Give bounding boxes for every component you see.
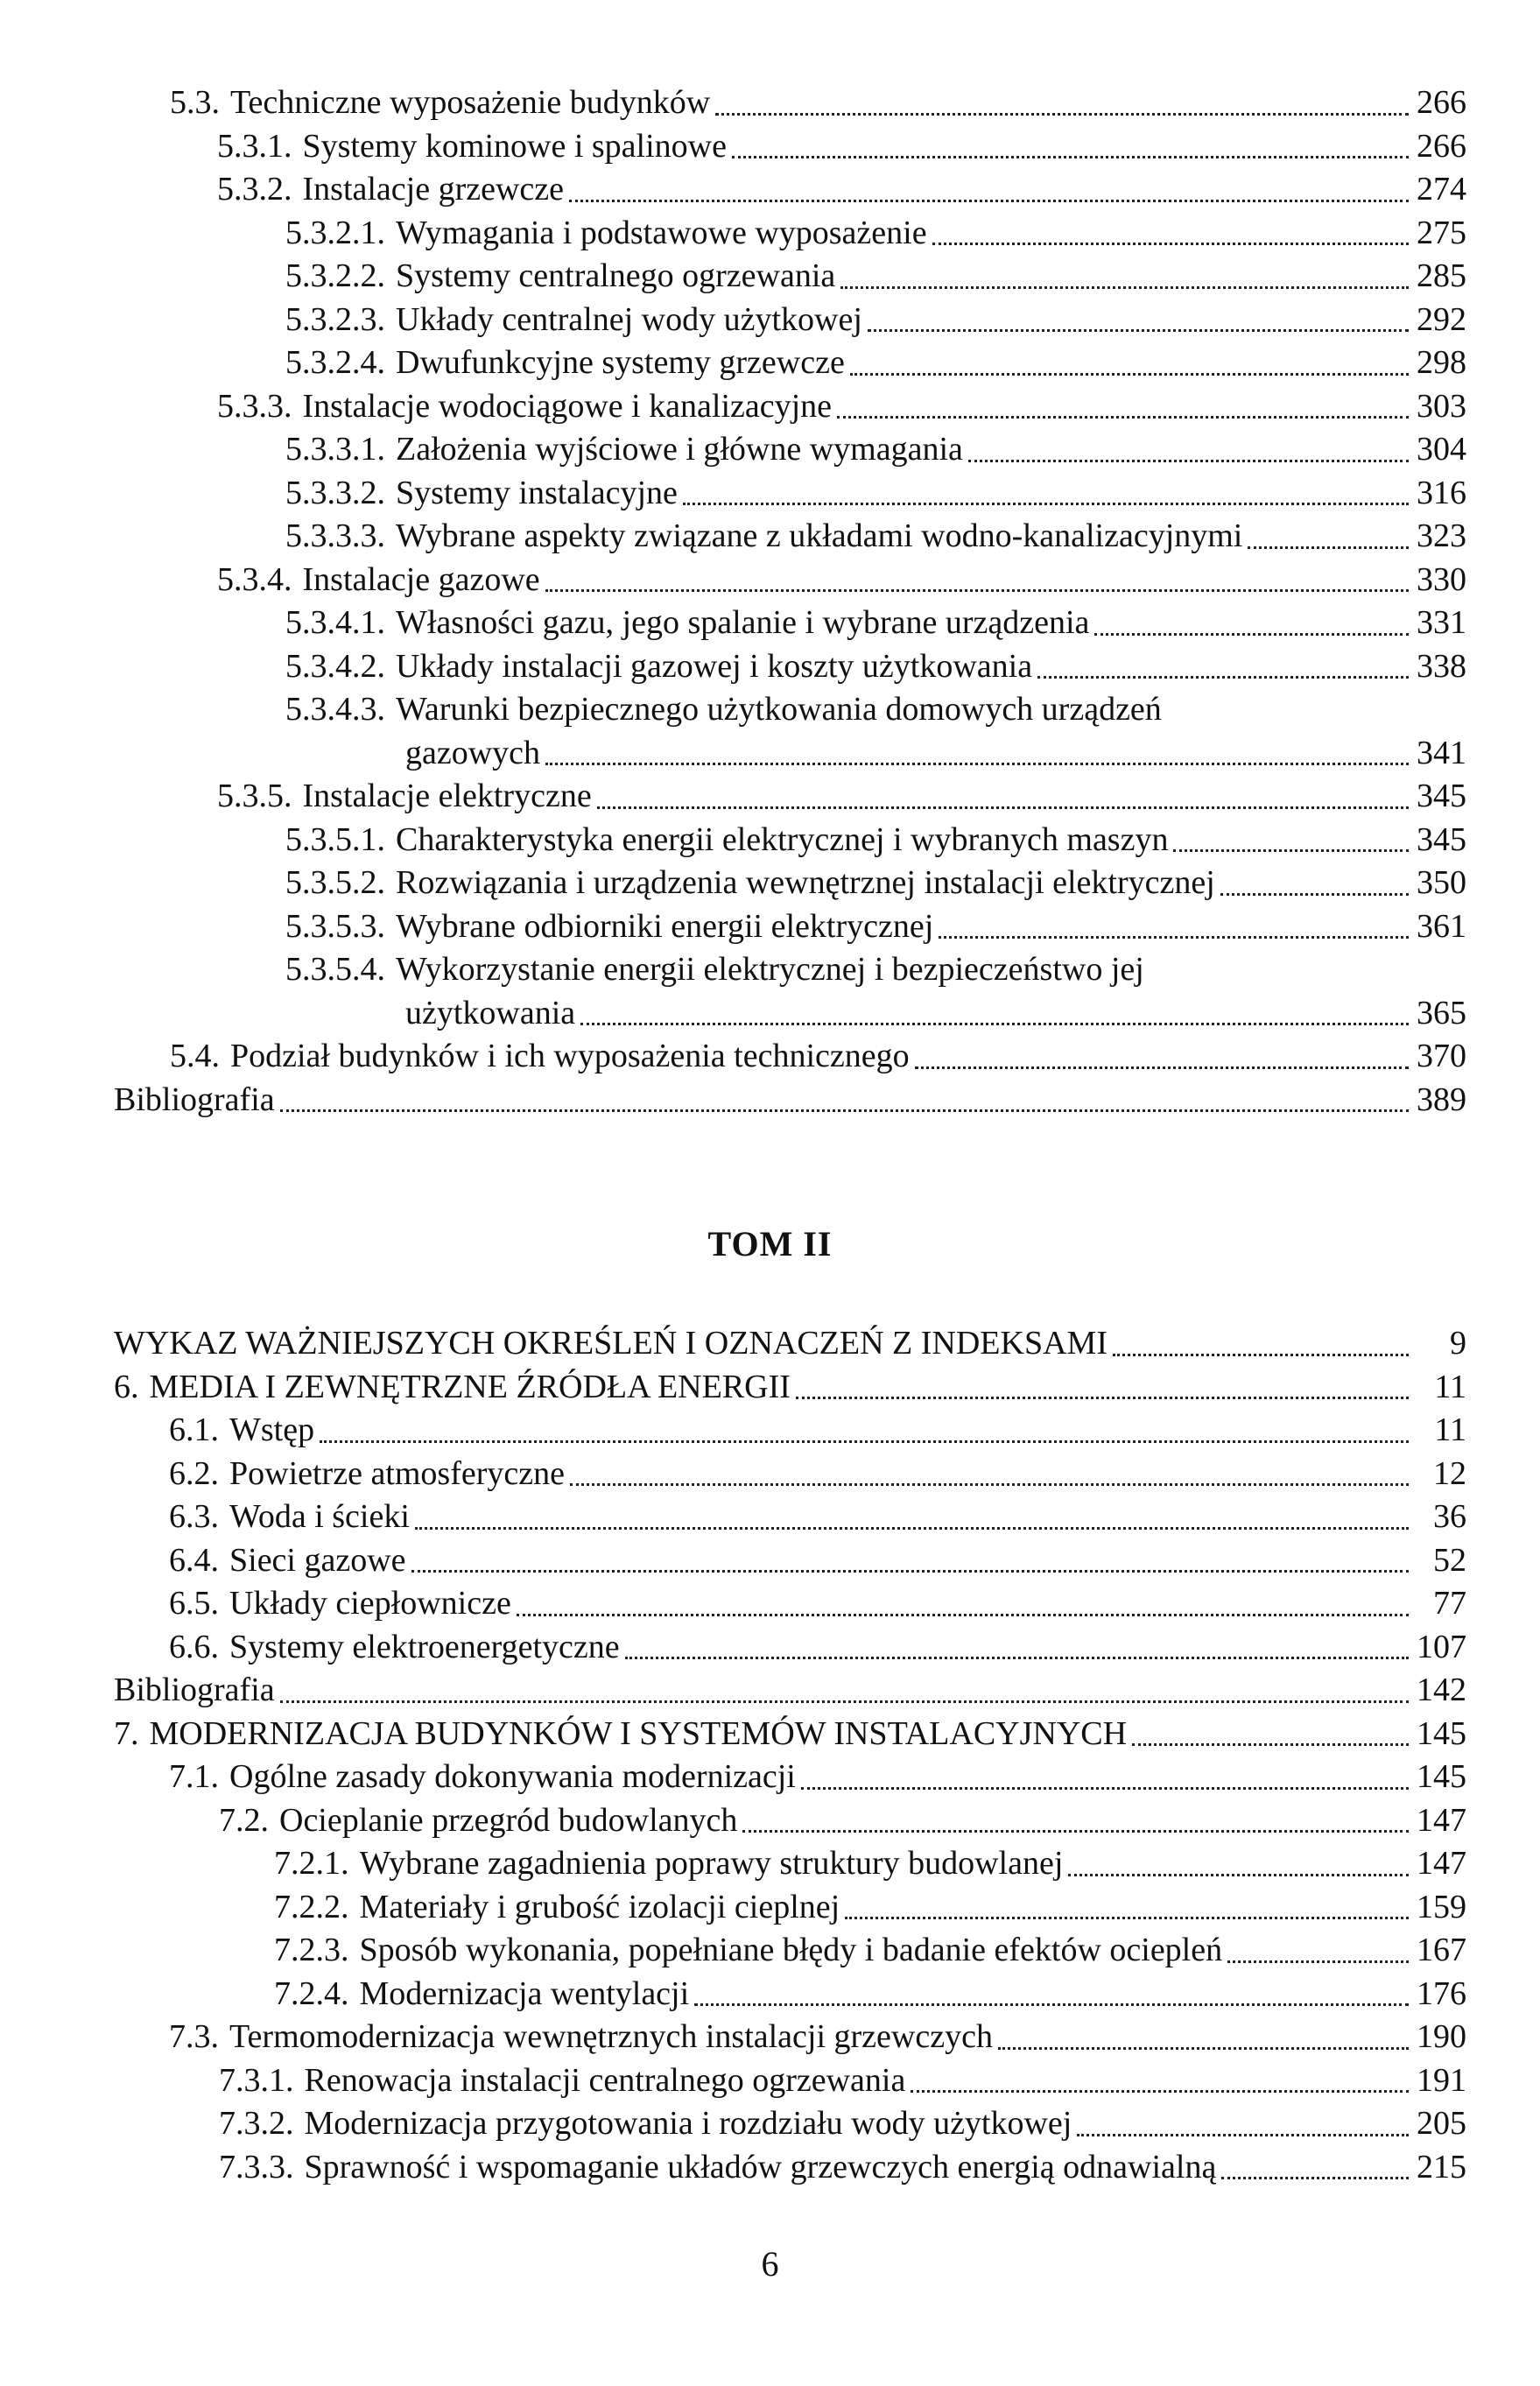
toc-entry-number: 6.3.: [169, 1498, 219, 1535]
toc-entry: [114, 1079, 1466, 1123]
toc-entry-page: 190: [1417, 2018, 1466, 2055]
toc-entry-page: 77: [1433, 1585, 1466, 1622]
dot-leader: [597, 806, 1409, 809]
toc-entry-title: Ocieplanie przegród budowlanych: [279, 1801, 738, 1839]
toc-entry: [114, 212, 1466, 256]
toc-entry-page: 11: [1434, 1368, 1466, 1405]
toc-entry-number: 7.3.2.: [219, 2105, 294, 2142]
toc-entry-title: Renowacja instalacji centralnego ogrzewania: [304, 2061, 906, 2099]
dot-leader: [280, 1700, 1409, 1703]
toc-entry-number: 7.2.1.: [274, 1845, 349, 1882]
toc-entry-title: Układy centralnej wody użytkowej: [396, 300, 862, 338]
toc-entry: [114, 1886, 1466, 1930]
toc-entry-title: Instalacje grzewcze: [302, 171, 565, 208]
toc-entry-title: Sposób wykonania, popełniane błędy i badanie efektów ociepleń: [359, 1932, 1223, 1968]
dot-leader: [911, 2090, 1409, 2093]
toc-entry-page: 275: [1417, 214, 1466, 251]
toc-entry: [114, 1322, 1466, 1366]
toc-volume-1-continued: [114, 81, 1466, 1122]
toc-entry-title: Bibliografia: [114, 1080, 275, 1118]
toc-entry-page: 274: [1417, 171, 1466, 208]
toc-entry-page: 142: [1417, 1672, 1466, 1708]
toc-entry-number: 5.3.2.: [217, 171, 292, 208]
toc-entry: [114, 2016, 1466, 2059]
toc-entry-title: Modernizacja wentylacji: [359, 1974, 690, 2012]
toc-entry-number: 5.3.5.3.: [285, 907, 385, 945]
toc-entry-page: 215: [1417, 2148, 1466, 2185]
dot-leader: [570, 1483, 1409, 1486]
toc-entry-title: Instalacje wodociągowe i kanalizacyjne: [302, 387, 833, 425]
toc-entry: [114, 2059, 1466, 2103]
toc-entry-page: 12: [1433, 1454, 1466, 1492]
dot-leader: [840, 286, 1409, 289]
dot-leader: [1113, 1354, 1409, 1356]
toc-entry-page: 167: [1417, 1932, 1466, 1968]
toc-entry-number: 5.3.2.2.: [285, 257, 385, 294]
page-number: 6: [761, 2244, 779, 2284]
toc-entry-page: 145: [1417, 1758, 1466, 1795]
toc-entry-page: 205: [1417, 2105, 1466, 2142]
toc-entry-title: Ogólne zasady dokonywania modernizacji: [229, 1758, 796, 1795]
toc-entry-number: 6.1.: [169, 1411, 219, 1448]
toc-entry-number: 5.3.5.4.: [285, 951, 385, 988]
toc-entry: [114, 2102, 1466, 2146]
toc-entry-number: 6.5.: [169, 1585, 219, 1622]
toc-entry: [114, 645, 1466, 689]
dot-leader: [1077, 2134, 1409, 2136]
dot-leader: [1227, 1960, 1409, 1963]
toc-entry-title: Charakterystyka energii elektrycznej i wybranych maszyn: [396, 820, 1169, 858]
toc-entry-page: 159: [1417, 1888, 1466, 1925]
toc-entry-page: 323: [1417, 517, 1466, 554]
toc-entry-title: Podział budynków i ich wyposażenia technicznego: [230, 1038, 910, 1074]
toc-entry: [114, 1713, 1466, 1756]
dot-leader: [715, 113, 1409, 116]
dot-leader: [1094, 633, 1409, 636]
toc-entry-number: 5.3.4.: [217, 560, 292, 598]
dot-leader: [415, 1527, 1409, 1530]
toc-entry: [114, 862, 1466, 905]
toc-entry-page: 345: [1417, 778, 1466, 814]
toc-entry-page: 147: [1417, 1845, 1466, 1882]
toc-entry-title: WYKAZ WAŻNIEJSZYCH OKREŚLEŃ I OZNACZEŃ Z INDEKSAMI: [114, 1325, 1108, 1362]
toc-entry: [114, 1409, 1466, 1453]
dot-leader: [837, 416, 1409, 419]
toc-entry-title: Założenia wyjściowe i główne wymagania: [396, 431, 963, 468]
toc-entry-title: Systemy kominowe i spalinowe: [302, 127, 727, 165]
toc-entry: [114, 1626, 1466, 1670]
toc-entry-page: 292: [1417, 300, 1466, 338]
toc-entry-number: 5.3.3.3.: [285, 517, 385, 554]
toc-entry: [114, 1453, 1466, 1496]
dot-leader: [545, 589, 1409, 592]
dot-leader: [1221, 2177, 1409, 2179]
toc-entry: [114, 1366, 1466, 1410]
toc-entry: [114, 428, 1466, 472]
toc-entry-page: 298: [1417, 344, 1466, 381]
dot-leader: [569, 200, 1409, 202]
toc-entry-page: 191: [1417, 2061, 1466, 2099]
toc-entry: [114, 602, 1466, 645]
toc-entry-page: 338: [1417, 647, 1466, 685]
toc-entry-number: 5.3.2.4.: [285, 344, 385, 381]
toc-entry-page: 303: [1417, 387, 1466, 425]
toc-entry-title-continuation: gazowych: [405, 734, 541, 771]
toc-entry-page: 304: [1417, 431, 1466, 468]
toc-entry-title: Materiały i grubość izolacji cieplnej: [359, 1888, 840, 1925]
toc-entry-title: MEDIA I ZEWNĘTRZNE ŹRÓDŁA ENERGII: [149, 1368, 791, 1405]
dot-leader: [868, 329, 1409, 332]
toc-entry-number: 5.3.: [170, 84, 220, 121]
dot-leader: [742, 1830, 1409, 1833]
toc-entry-title: Własności gazu, jego spalanie i wybrane urządzenia: [396, 604, 1090, 641]
toc-entry-number: 5.3.4.1.: [285, 604, 385, 641]
toc-entry-title: Wybrane odbiorniki energii elektrycznej: [396, 907, 934, 945]
toc-entry: [114, 1929, 1466, 1973]
toc-entry-number: 5.3.2.1.: [285, 214, 385, 251]
toc-entry: [114, 819, 1466, 862]
dot-leader: [580, 1023, 1409, 1025]
toc-entry-title: Wybrane zagadnienia poprawy struktury budowlanej: [359, 1845, 1064, 1882]
dot-leader: [801, 1787, 1409, 1790]
toc-entry-page: 266: [1417, 84, 1466, 121]
toc-entry-number: 5.3.5.: [217, 778, 292, 814]
toc-entry-number: 7.2.2.: [274, 1888, 349, 1925]
toc-entry: [114, 688, 1466, 775]
dot-leader: [1248, 546, 1409, 549]
toc-entry: [114, 559, 1466, 602]
toc-entry-page: 389: [1417, 1080, 1466, 1118]
toc-entry-number: 6.2.: [169, 1454, 219, 1492]
toc-entry-number: 7.2.3.: [274, 1932, 349, 1968]
toc-entry-number: 5.3.1.: [217, 127, 292, 165]
toc-entry: [114, 472, 1466, 516]
toc-entry-title: Instalacje gazowe: [302, 560, 540, 598]
toc-entry-title: Układy instalacji gazowej i koszty użytkowania: [396, 647, 1033, 685]
toc-entry-number: 5.3.3.: [217, 387, 292, 425]
toc-entry-title: Dwufunkcyjne systemy grzewcze: [396, 344, 845, 381]
dot-leader: [545, 763, 1409, 765]
toc-entry-number: 7.2.: [219, 1801, 269, 1839]
toc-entry: [114, 1756, 1466, 1799]
toc-entry-page: 176: [1417, 1974, 1466, 2012]
toc-entry: [114, 948, 1466, 1035]
toc-entry-page: 107: [1417, 1628, 1466, 1665]
toc-entry-number: 6.: [114, 1368, 139, 1405]
dot-leader: [517, 1614, 1409, 1616]
toc-entry: [114, 905, 1466, 949]
toc-entry-number: 5.3.4.2.: [285, 647, 385, 685]
toc-entry: [114, 299, 1466, 342]
toc-entry-number: 7.1.: [169, 1758, 219, 1795]
dot-leader: [683, 503, 1409, 505]
volume-heading: TOM II: [707, 1224, 833, 1263]
toc-entry-number: 5.3.2.3.: [285, 300, 385, 338]
toc-entry-title: Modernizacja przygotowania i rozdziału wody użytkowej: [304, 2105, 1072, 2142]
toc-entry-page: 331: [1417, 604, 1466, 641]
dot-leader: [968, 460, 1409, 462]
toc-entry: [114, 775, 1466, 819]
dot-leader: [939, 936, 1409, 939]
toc-entry-page: 345: [1417, 820, 1466, 858]
toc-entry-number: 7.2.4.: [274, 1974, 349, 2012]
toc-entry-title: Bibliografia: [114, 1672, 275, 1708]
toc-volume-2: [114, 1322, 1466, 2189]
toc-entry-page: 330: [1417, 560, 1466, 598]
toc-entry-title: Wstęp: [229, 1411, 315, 1448]
toc-entry-title: Wybrane aspekty związane z układami wodno-kanalizacyjnymi: [396, 517, 1243, 554]
toc-entry-title: Termomodernizacja wewnętrznych instalacji grzewczych: [229, 2018, 993, 2055]
dot-leader: [915, 1066, 1409, 1069]
toc-entry-title: Warunki bezpiecznego użytkowania domowych urządzeń: [396, 691, 1162, 728]
toc-entry-title: Sprawność i wspomaganie układów grzewczych energią odnawialną: [304, 2148, 1217, 2185]
toc-entry-title: Systemy centralnego ogrzewania: [396, 257, 836, 294]
toc-entry-page: 285: [1417, 257, 1466, 294]
dot-leader: [1132, 1743, 1409, 1746]
toc-entry: [114, 1539, 1466, 1583]
toc-entry-title: Techniczne wyposażenie budynków: [230, 84, 711, 121]
toc-entry-number: 7.3.: [169, 2018, 219, 2055]
toc-entry-number: 5.3.5.1.: [285, 820, 385, 858]
dot-leader: [1037, 676, 1409, 679]
toc-entry: [114, 168, 1466, 212]
toc-entry-page: 361: [1417, 907, 1466, 945]
toc-entry-title: Systemy elektroenergetyczne: [229, 1628, 620, 1665]
toc-entry-number: 5.4.: [170, 1038, 220, 1074]
toc-entry-number: 7.3.3.: [219, 2148, 294, 2185]
toc-entry: [114, 515, 1466, 559]
toc-entry-number: 7.: [114, 1714, 139, 1752]
toc-entry-page: 370: [1417, 1038, 1466, 1074]
toc-entry-page: 11: [1434, 1411, 1466, 1448]
toc-entry: [114, 341, 1466, 385]
toc-entry-page: 52: [1433, 1541, 1466, 1579]
dot-leader: [1220, 893, 1409, 896]
toc-entry-page: 266: [1417, 127, 1466, 165]
toc-entry-title: Sieci gazowe: [229, 1541, 406, 1579]
toc-entry: [114, 385, 1466, 429]
toc-entry-title: Wymagania i podstawowe wyposażenie: [396, 214, 927, 251]
toc-entry-title-continuation: użytkowania: [405, 994, 576, 1031]
dot-leader: [732, 156, 1409, 158]
dot-leader: [932, 243, 1409, 245]
dot-leader: [845, 1917, 1409, 1919]
toc-entry: [114, 1582, 1466, 1626]
toc-entry-page: 365: [1417, 994, 1466, 1031]
toc-entry-number: 5.3.5.2.: [285, 864, 385, 901]
toc-entry-number: 5.3.4.3.: [285, 691, 385, 728]
toc-entry-number: 5.3.3.1.: [285, 431, 385, 468]
toc-entry: [114, 2146, 1466, 2190]
toc-entry-page: 350: [1417, 864, 1466, 901]
dot-leader: [1068, 1874, 1409, 1876]
toc-entry: [114, 1035, 1466, 1079]
toc-entry-title: MODERNIZACJA BUDYNKÓW I SYSTEMÓW INSTALACYJNYCH: [149, 1714, 1128, 1752]
dot-leader: [411, 1570, 1409, 1573]
toc-entry-page: 147: [1417, 1801, 1466, 1839]
toc-entry-page: 36: [1433, 1498, 1466, 1535]
dot-leader: [320, 1440, 1409, 1443]
toc-entry-number: 7.3.1.: [219, 2061, 294, 2099]
toc-entry: [114, 255, 1466, 299]
toc-entry-title: Systemy instalacyjne: [396, 474, 678, 511]
toc-entry: [114, 1973, 1466, 2016]
dot-leader: [796, 1397, 1409, 1399]
toc-entry: [114, 1842, 1466, 1886]
toc-entry-page: 316: [1417, 474, 1466, 511]
toc-entry: [114, 1496, 1466, 1539]
dot-leader: [1173, 849, 1409, 852]
toc-entry-title: Instalacje elektryczne: [302, 778, 592, 814]
dot-leader: [280, 1109, 1409, 1112]
toc-entry-title: Powietrze atmosferyczne: [229, 1454, 565, 1492]
toc-entry-page: 9: [1450, 1325, 1466, 1362]
toc-entry-page: 145: [1417, 1714, 1466, 1752]
toc-entry-page: 341: [1417, 734, 1466, 771]
toc-entry: [114, 1799, 1466, 1843]
toc-entry-number: 5.3.3.2.: [285, 474, 385, 511]
dot-leader: [850, 373, 1409, 376]
toc-entry-number: 6.6.: [169, 1628, 219, 1665]
toc-entry-title: Woda i ścieki: [229, 1498, 410, 1535]
dot-leader: [998, 2047, 1409, 2050]
toc-entry-title: Układy ciepłownicze: [229, 1585, 511, 1622]
toc-entry: [114, 125, 1466, 169]
toc-entry-title: Wykorzystanie energii elektrycznej i bezpieczeństwo jej: [396, 951, 1144, 988]
toc-entry: [114, 1669, 1466, 1713]
dot-leader: [625, 1657, 1409, 1659]
dot-leader: [694, 2003, 1409, 2006]
toc-entry: [114, 81, 1466, 125]
toc-entry-title: Rozwiązania i urządzenia wewnętrznej instalacji elektrycznej: [396, 864, 1215, 901]
toc-entry-number: 6.4.: [169, 1541, 219, 1579]
